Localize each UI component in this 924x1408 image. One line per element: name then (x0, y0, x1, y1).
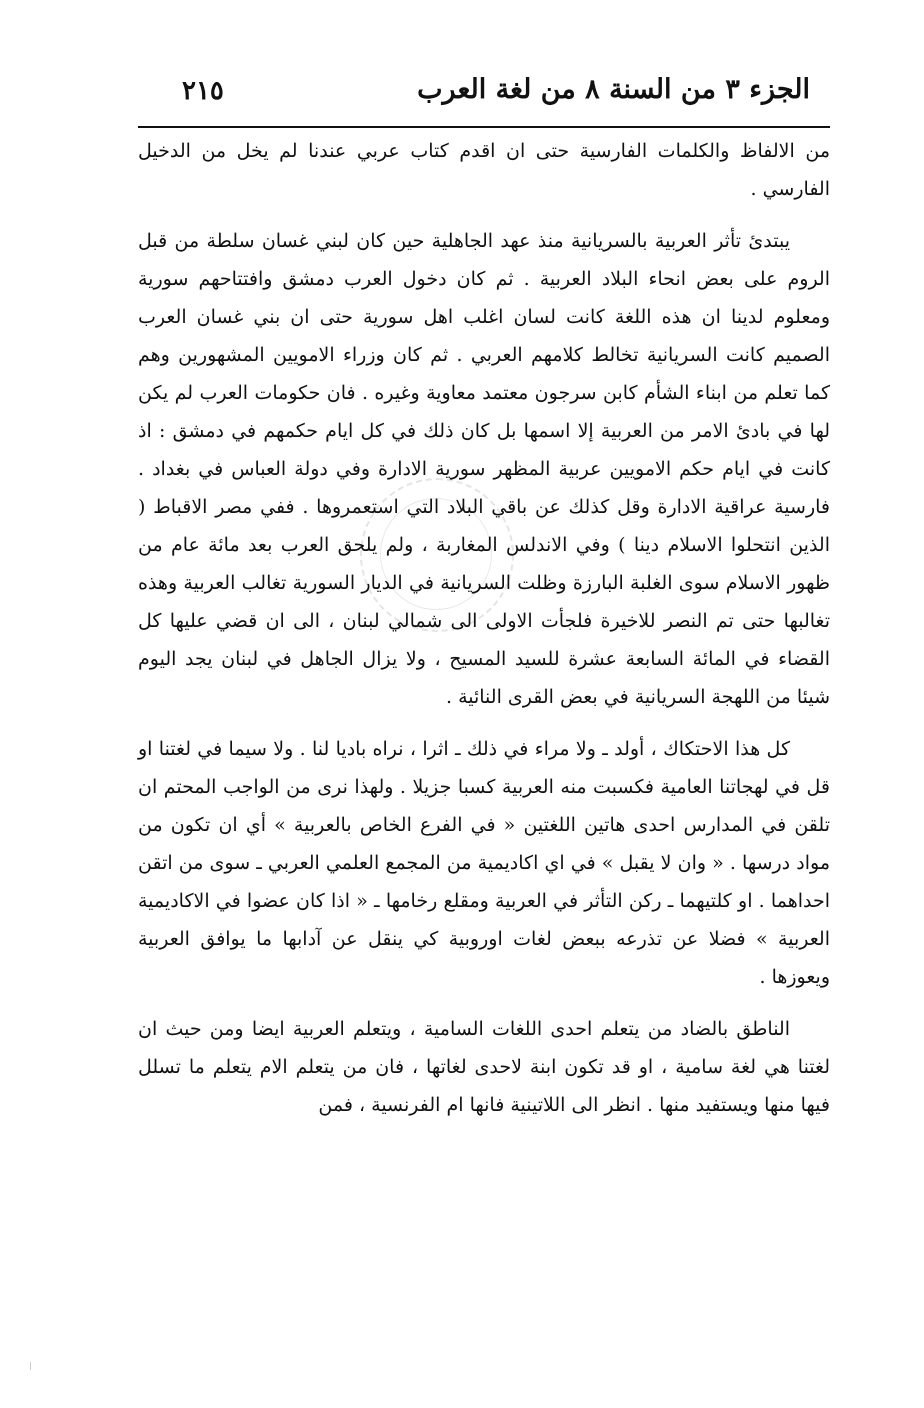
paragraph: يبتدئ تأثر العربية بالسريانية منذ عهد الجاهلية حين كان لبني غسان سلطة من قبل الروم على بعض انحاء البلاد العربية . ثم كان دخول العرب دمشق وافتتاحهم سورية ومعلوم لدينا ان هذه اللغة كانت لسان اغلب اهل سورية حتى ان بني غسان العرب الصميم كانت السريانية تخالط كلامهم العربي . ثم كان وزراء الامويين المشهورين وهم كما تعلم من ابناء الشأم كابن سرجون معتمد معاوية وغيره . فان حكومات العرب لم يكن لها في بادئ الامر من العربية إلا اسمها بل كان ذلك في كل ايام حكمهم في دمشق : اذ كانت في ايام حكم الامويين عربية المظهر سورية الادارة وفي دولة العباس في بغداد . فارسية عراقية الادارة وقل كذلك عن باقي البلاد التي استعمروها . ففي مصر الاقباط ( الذين انتحلوا الاسلام دينا ) وفي الاندلس المغاربة ، ولم يلحق العرب بعد مائة عام من ظهور الاسلام سوى الغلبة البارزة وظلت السريانية في الديار السورية تغالب العربية وهذه تغالبها حتى تم النصر للاخيرة فلجأت الاولى الى شمالي لبنان ، الى ان قضي عليها كل القضاء في المائة السابعة عشرة للسيد المسيح ، ولا يزال الجاهل في لبنان يجد اليوم شيئا من اللهجة السريانية في بعض القرى النائية . (138, 230, 830, 708)
article-body (138, 132, 830, 1124)
paragraph: من الالفاظ والكلمات الفارسية حتى ان اقدم كتاب عربي عندنا لم يخل من الدخيل الفارسي . (138, 140, 830, 200)
paragraph: الناطق بالضاد من يتعلم احدى اللغات السامية ، ويتعلم العربية ايضا ومن حيث ان لغتنا هي لغة سامية ، او قد تكون ابنة لاحدى لغاتها ، فان من يتعلم الام يتعلم ما تسلل فيها منها ويستفيد منها . انظر الى اللاتينية فانها ام الفرنسية ، فمن (138, 1018, 830, 1116)
paragraph: كل هذا الاحتكاك ، أولد ـ ولا مراء في ذلك ـ اثرا ، نراه باديا لنا . ولا سيما في لغتنا او قل في لهجاتنا العامية فكسبت منه العربية كسبا جزيلا . ولهذا نرى من الواجب المحتم ان تلقن في المدارس احدى هاتين اللغتين « في الفرع الخاص بالعربية » أي ان تكون من مواد درسها . « وان لا يقبل » في اي اكاديمية من المجمع العلمي العربي ـ سوى من اتقن احداهما . او كلتيهما ـ ركن التأثر في العربية ومقلع رخامها ـ « اذا كان عضوا في الاكاديمية العربية » فضلا عن تذرعه ببعض لغات اوروبية كي ينقل عن آدابها ما يوافق العربية ويعوزها . (138, 738, 830, 988)
running-title: الجزء ٣ من السنة ٨ من لغة العرب (417, 74, 810, 105)
page-header (130, 68, 830, 116)
page-number: ٢١٥ (182, 76, 224, 106)
scan-mark (30, 1362, 31, 1370)
header-rule (138, 126, 830, 128)
